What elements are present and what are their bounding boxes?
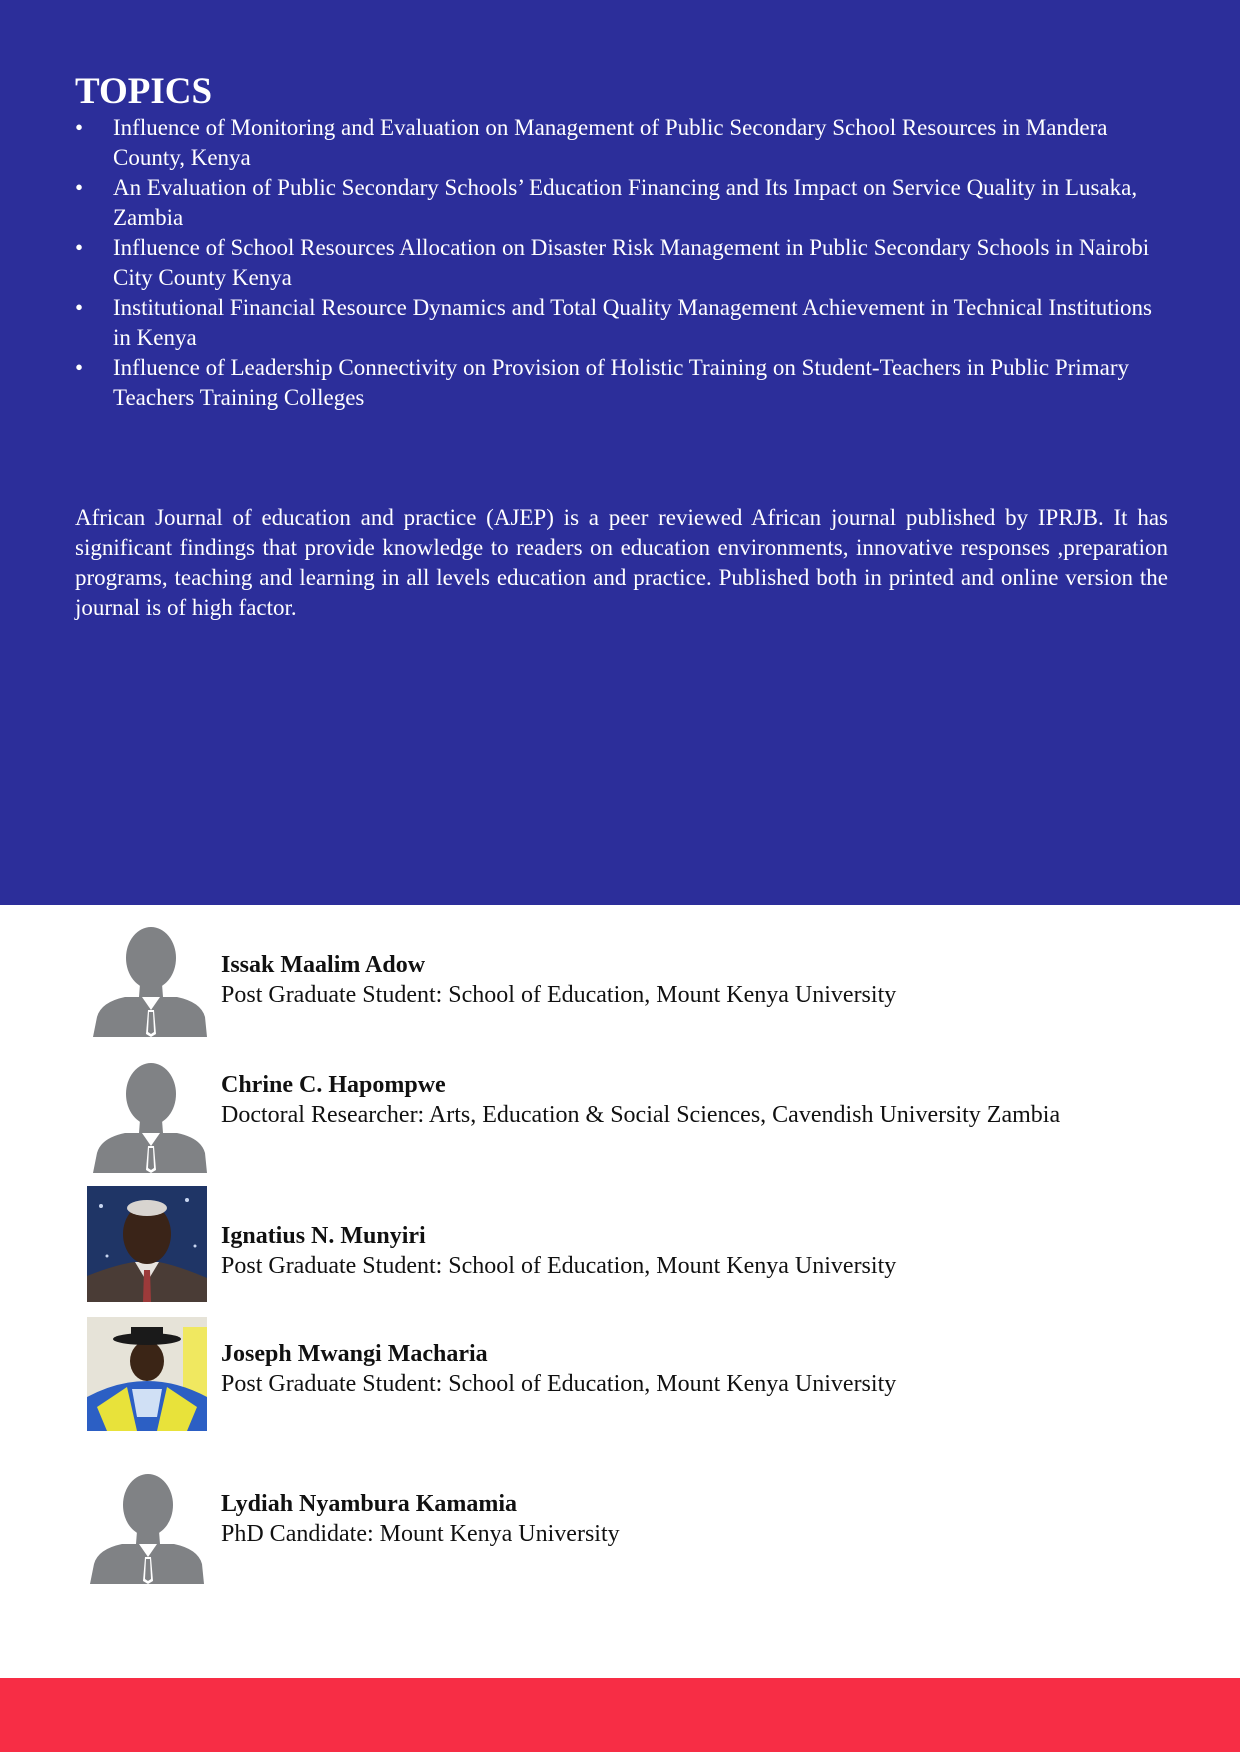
topic-text: Influence of Leadership Connectivity on Provision of Holistic Training on Student-Teachers in Public Primary Teachers Training Colleges (113, 355, 1129, 410)
topic-text: Institutional Financial Resource Dynamics and Total Quality Management Achievement in Technical Institutions in Kenya (113, 295, 1152, 350)
topic-item (75, 173, 1170, 233)
journal-description: African Journal of education and practice (AJEP) is a peer reviewed African journal published by IPRJB. It has significant findings that provide knowledge to readers on education environments, innovative responses ,preparation programs, teaching and learning in all levels education and practice. Published both in printed and online version the journal is of high factor. (75, 505, 1168, 620)
topic-text: Influence of Monitoring and Evaluation on Management of Public Secondary School Resources in Mandera County, Kenya (113, 115, 1108, 170)
author-card (0, 1466, 1240, 1586)
author-name: Ignatius N. Munyiri (221, 1223, 426, 1249)
topic-text: Influence of School Resources Allocation on Disaster Risk Management in Public Secondary Schools in Nairobi City County Kenya (113, 235, 1150, 290)
silhouette-icon (87, 1058, 207, 1173)
topics-list (75, 113, 1170, 413)
author-card (0, 918, 1240, 1038)
author-card (0, 1183, 1240, 1303)
bullet-icon: • (75, 295, 84, 320)
footer-bar (0, 1678, 1240, 1752)
author-role: Post Graduate Student: School of Education, Mount Kenya University (221, 982, 897, 1008)
bullet-icon: • (75, 175, 84, 200)
portrait-photo (87, 1186, 207, 1302)
silhouette-icon (88, 1469, 208, 1584)
bullet-icon: • (75, 235, 84, 260)
silhouette-icon (87, 922, 207, 1037)
topic-item (75, 113, 1170, 173)
author-role: Post Graduate Student: School of Education, Mount Kenya University (221, 1253, 897, 1279)
author-name: Chrine C. Hapompwe (221, 1072, 446, 1098)
topics-title: TOPICS (75, 71, 213, 112)
bullet-icon: • (75, 115, 84, 140)
author-name: Joseph Mwangi Macharia (221, 1341, 488, 1367)
author-name: Lydiah Nyambura Kamamia (221, 1491, 518, 1517)
topic-item (75, 293, 1170, 353)
author-card (0, 1313, 1240, 1433)
author-role: Post Graduate Student: School of Education, Mount Kenya University (221, 1371, 897, 1397)
author-name: Issak Maalim Adow (221, 952, 426, 978)
graduation-portrait-photo (87, 1317, 207, 1431)
author-card (0, 1054, 1240, 1174)
topic-text: An Evaluation of Public Secondary Schools’ Education Financing and Its Impact on Service Quality in Lusaka, Zambia (113, 175, 1138, 230)
author-role: PhD Candidate: Mount Kenya University (221, 1521, 620, 1547)
topic-item (75, 233, 1170, 293)
topic-item (75, 353, 1170, 413)
bullet-icon: • (75, 355, 84, 380)
author-role: Doctoral Researcher: Arts, Education & Social Sciences, Cavendish University Zambia (221, 1102, 1061, 1128)
